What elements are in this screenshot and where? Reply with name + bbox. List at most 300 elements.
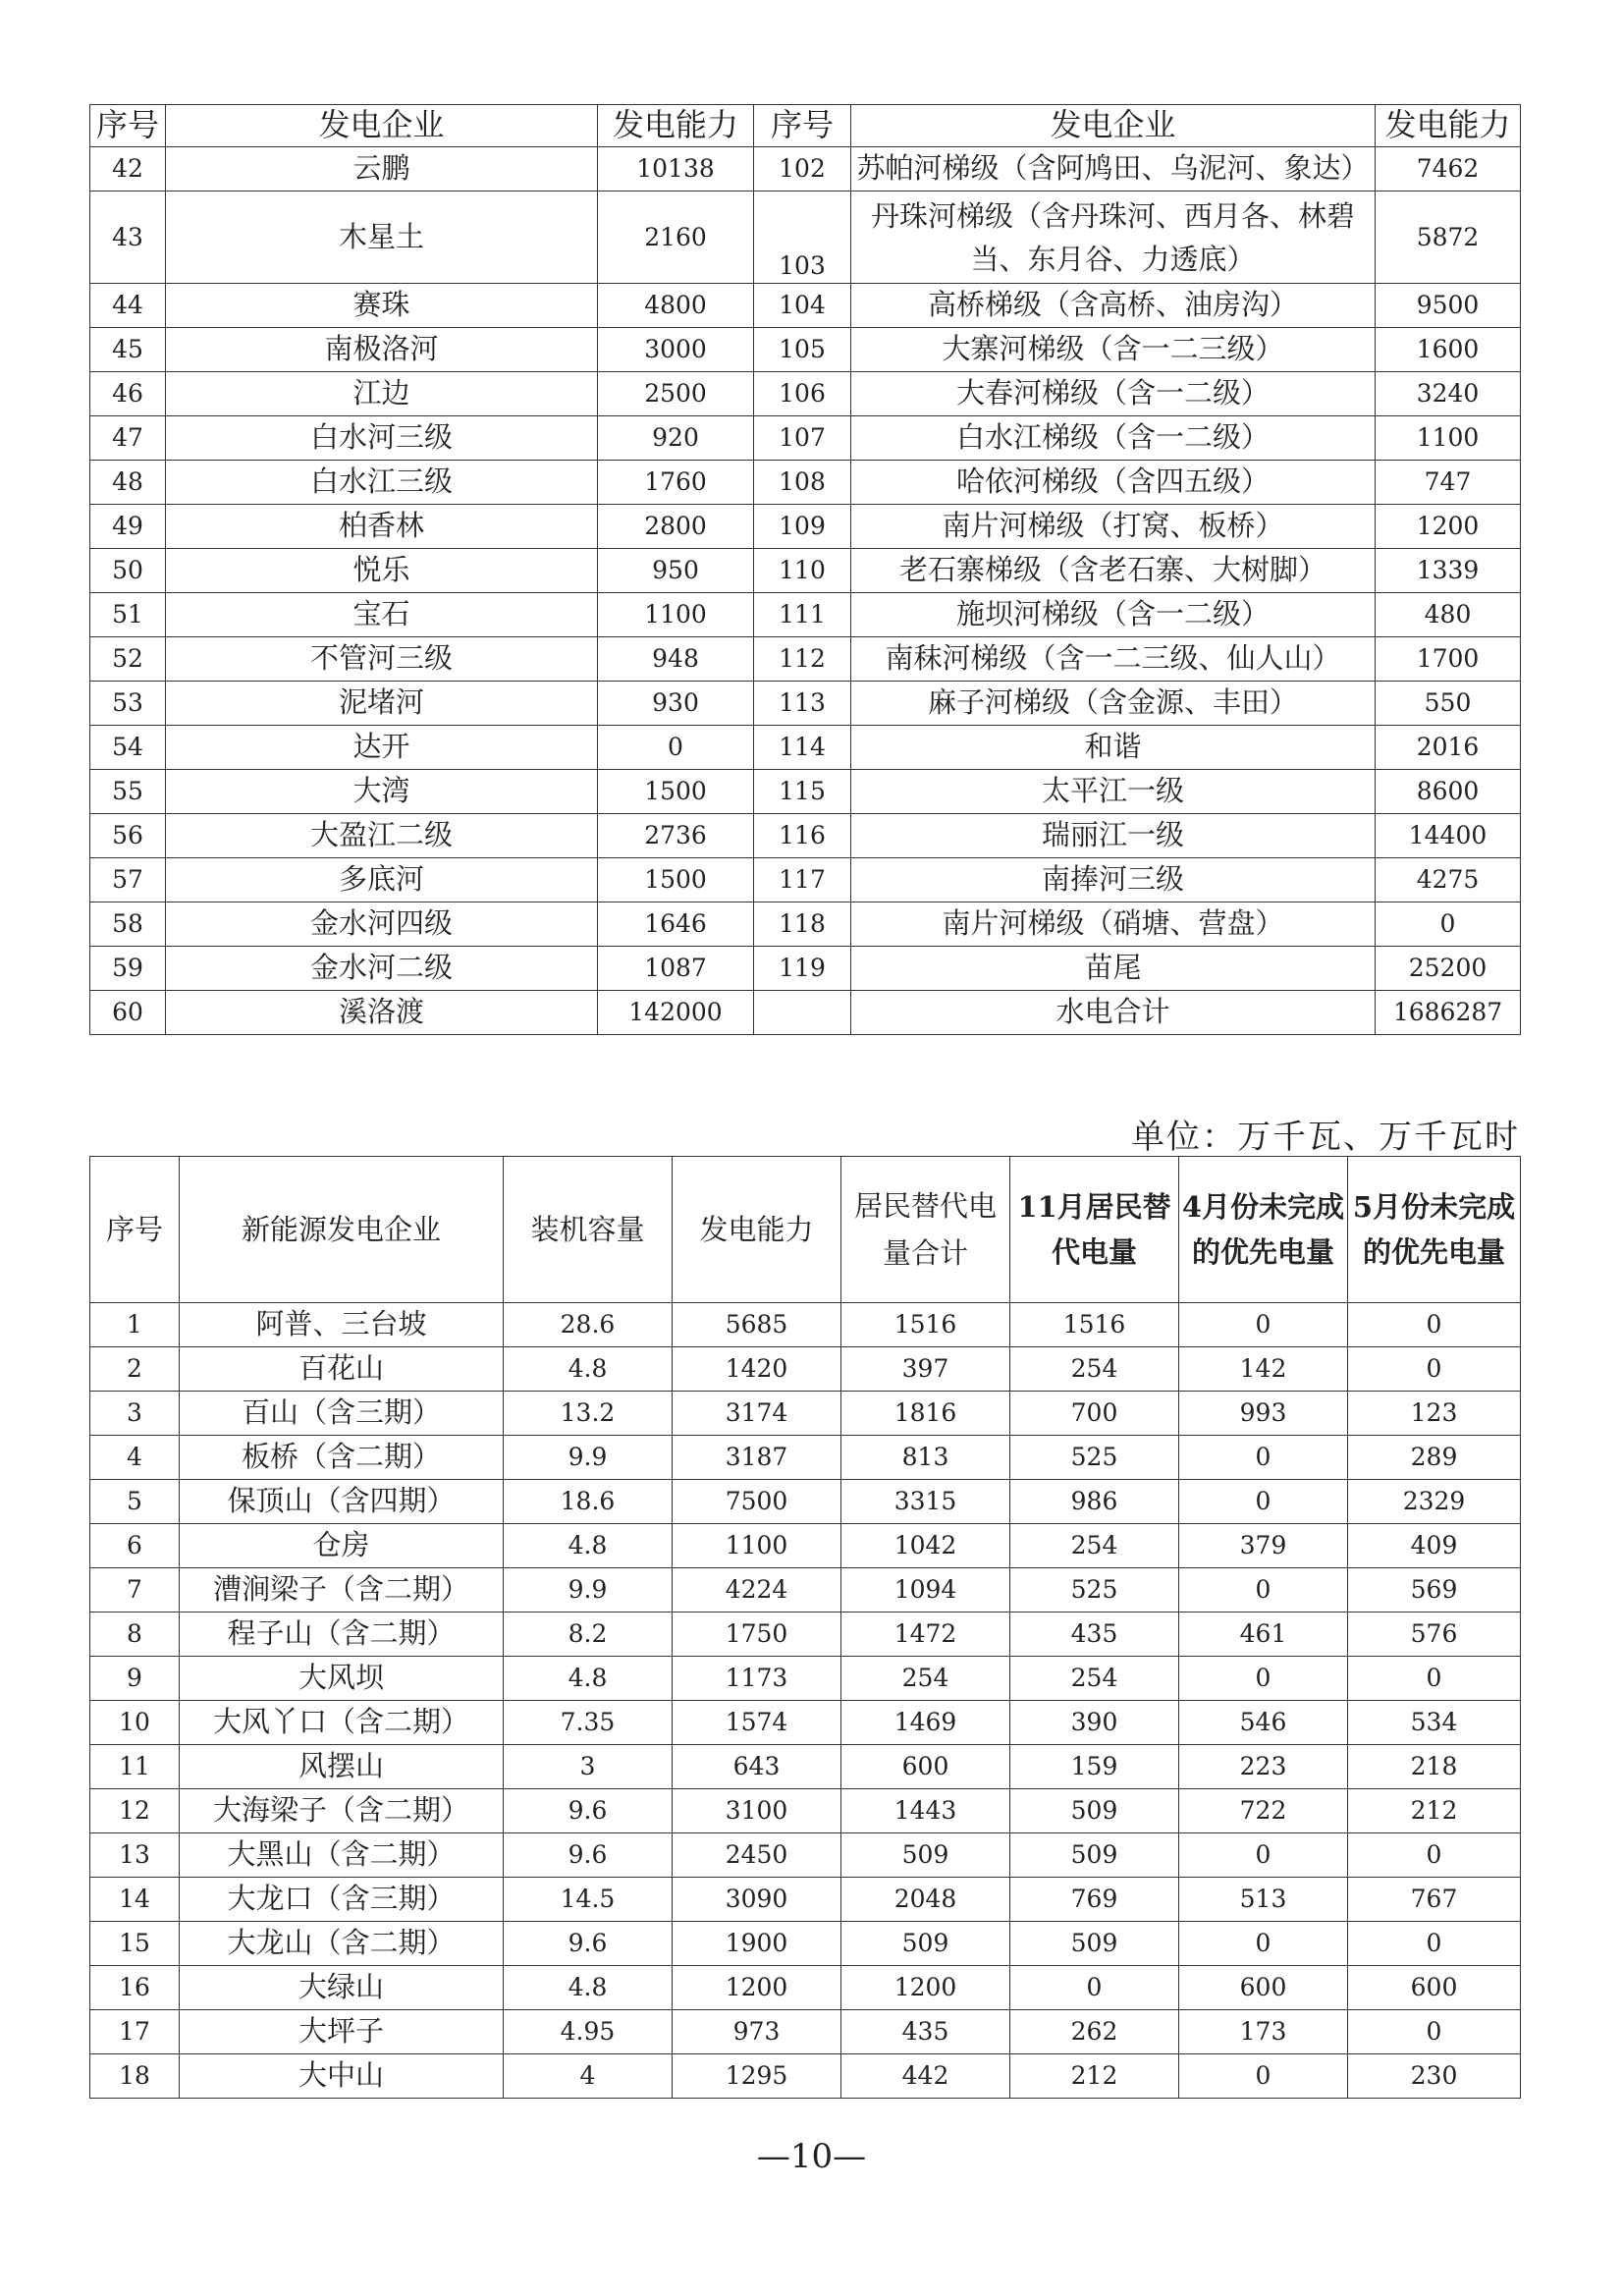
table-row: [90, 1922, 1521, 1966]
column-header-seq: 序号: [90, 105, 166, 147]
table-row: [90, 328, 1521, 372]
seq2-cell: 107: [754, 416, 851, 461]
seq-cell: 59: [90, 947, 166, 991]
company-cell: 大盈江二级: [166, 814, 598, 858]
capacity-cell: 4800: [598, 284, 754, 328]
table-row: [90, 1613, 1521, 1657]
apr-priority-cell: 0: [1179, 1568, 1348, 1613]
page-number: —10—: [756, 2137, 867, 2176]
nov-resident-cell: 390: [1010, 1701, 1179, 1745]
seq-cell: 2: [90, 1347, 180, 1392]
capacity2-cell: 480: [1376, 593, 1521, 637]
company-cell: 柏香林: [166, 505, 598, 549]
capacity-cell: 10138: [598, 147, 754, 191]
seq-cell: 14: [90, 1878, 180, 1922]
capacity2-cell: 1700: [1376, 637, 1521, 682]
apr-priority-cell: 379: [1179, 1524, 1348, 1568]
capacity-cell: 1100: [673, 1524, 841, 1568]
capacity-cell: 2500: [598, 372, 754, 416]
table-row: [90, 593, 1521, 637]
seq-cell: 57: [90, 858, 166, 902]
resident-total-cell: 254: [841, 1657, 1010, 1701]
table-row: [90, 1789, 1521, 1833]
capacity2-cell: 747: [1376, 461, 1521, 505]
nov-resident-cell: 509: [1010, 1833, 1179, 1878]
table-row: [90, 726, 1521, 770]
seq-cell: 45: [90, 328, 166, 372]
seq-cell: 58: [90, 902, 166, 947]
capacity-cell: 7500: [673, 1480, 841, 1524]
apr-priority-cell: 0: [1179, 1480, 1348, 1524]
capacity2-cell: 1339: [1376, 549, 1521, 593]
seq-cell: 4: [90, 1436, 180, 1480]
seq2-cell: 115: [754, 770, 851, 814]
capacity-cell: 3090: [673, 1878, 841, 1922]
company-cell: 大坪子: [180, 2010, 504, 2054]
column-header-capacity: 发电能力: [673, 1157, 841, 1303]
apr-priority-cell: 0: [1179, 1657, 1348, 1701]
company2-cell: 施坝河梯级（含一二级）: [851, 593, 1376, 637]
seq-cell: 60: [90, 991, 166, 1035]
installed-cell: 4.8: [504, 1657, 673, 1701]
seq-cell: 1: [90, 1303, 180, 1347]
seq2-cell: 113: [754, 682, 851, 726]
capacity-cell: 2736: [598, 814, 754, 858]
installed-cell: 13.2: [504, 1392, 673, 1436]
table-row: [90, 814, 1521, 858]
table-row: [90, 902, 1521, 947]
table-row: [90, 1303, 1521, 1347]
company-cell: 板桥（含二期）: [180, 1436, 504, 1480]
unit-note: 单位：万千瓦、万千瓦时: [1131, 1118, 1520, 1157]
company-cell: 大龙山（含二期）: [180, 1922, 504, 1966]
company-cell: 白水河三级: [166, 416, 598, 461]
capacity-cell: 0: [598, 726, 754, 770]
resident-total-cell: 1443: [841, 1789, 1010, 1833]
may-priority-cell: 569: [1348, 1568, 1521, 1613]
column-header-nov-resident: 11月居民替代电量: [1010, 1157, 1179, 1303]
column-header-capacity: 发电能力: [598, 105, 754, 147]
apr-priority-cell: 513: [1179, 1878, 1348, 1922]
table-row: [90, 1966, 1521, 2010]
nov-resident-cell: 509: [1010, 1922, 1179, 1966]
company2-cell: 和谐: [851, 726, 1376, 770]
table-row: [90, 1833, 1521, 1878]
column-header-seq: 序号: [90, 1157, 180, 1303]
apr-priority-cell: 600: [1179, 1966, 1348, 2010]
column-header-company: 新能源发电企业: [180, 1157, 504, 1303]
company2-cell: 大春河梯级（含一二级）: [851, 372, 1376, 416]
seq-cell: 54: [90, 726, 166, 770]
table-row: [90, 682, 1521, 726]
company-cell: 云鹏: [166, 147, 598, 191]
company-cell: 达开: [166, 726, 598, 770]
table-row: [90, 1701, 1521, 1745]
company-cell: 大风坝: [180, 1657, 504, 1701]
table-row: [90, 1524, 1521, 1568]
may-priority-cell: 0: [1348, 1833, 1521, 1878]
apr-priority-cell: 722: [1179, 1789, 1348, 1833]
table-row: [90, 372, 1521, 416]
nov-resident-cell: 525: [1010, 1568, 1179, 1613]
installed-cell: 9.9: [504, 1568, 673, 1613]
company-cell: 程子山（含二期）: [180, 1613, 504, 1657]
table-row: [90, 1392, 1521, 1436]
capacity2-cell: 8600: [1376, 770, 1521, 814]
seq-cell: 7: [90, 1568, 180, 1613]
column-header-resident-total: 居民替代电量合计: [841, 1157, 1010, 1303]
seq-cell: 43: [90, 191, 166, 284]
company-cell: 悦乐: [166, 549, 598, 593]
table-row: [90, 2054, 1521, 2099]
company-cell: 仓房: [180, 1524, 504, 1568]
installed-cell: 3: [504, 1745, 673, 1789]
resident-total-cell: 1469: [841, 1701, 1010, 1745]
seq2-cell: 108: [754, 461, 851, 505]
table-row: [90, 858, 1521, 902]
company-cell: 白水江三级: [166, 461, 598, 505]
company2-cell: 高桥梯级（含高桥、油房沟）: [851, 284, 1376, 328]
capacity-cell: 1646: [598, 902, 754, 947]
apr-priority-cell: 546: [1179, 1701, 1348, 1745]
resident-total-cell: 3315: [841, 1480, 1010, 1524]
company-cell: 江边: [166, 372, 598, 416]
seq-cell: 50: [90, 549, 166, 593]
capacity2-cell: 2016: [1376, 726, 1521, 770]
seq2-cell: 104: [754, 284, 851, 328]
capacity-cell: 142000: [598, 991, 754, 1035]
column-header-capacity-2: 发电能力: [1376, 105, 1521, 147]
company-cell: 赛珠: [166, 284, 598, 328]
apr-priority-cell: 0: [1179, 2054, 1348, 2099]
company2-cell: 南捧河三级: [851, 858, 1376, 902]
installed-cell: 9.6: [504, 1833, 673, 1878]
resident-total-cell: 1816: [841, 1392, 1010, 1436]
seq-cell: 6: [90, 1524, 180, 1568]
table-row: [90, 947, 1521, 991]
capacity-cell: 1100: [598, 593, 754, 637]
table-row: [90, 991, 1521, 1035]
apr-priority-cell: 223: [1179, 1745, 1348, 1789]
installed-cell: 9.6: [504, 1922, 673, 1966]
installed-cell: 7.35: [504, 1701, 673, 1745]
capacity-cell: 4224: [673, 1568, 841, 1613]
company2-cell: 麻子河梯级（含金源、丰田）: [851, 682, 1376, 726]
company2-cell: 南秣河梯级（含一二三级、仙人山）: [851, 637, 1376, 682]
company-cell: 金水河四级: [166, 902, 598, 947]
seq2-cell: 109: [754, 505, 851, 549]
company-cell: 南极洛河: [166, 328, 598, 372]
table-row: [90, 191, 1521, 284]
resident-total-cell: 509: [841, 1833, 1010, 1878]
seq-cell: 42: [90, 147, 166, 191]
seq-cell: 48: [90, 461, 166, 505]
nov-resident-cell: 986: [1010, 1480, 1179, 1524]
column-header-company: 发电企业: [166, 105, 598, 147]
table-row: [90, 505, 1521, 549]
company-cell: 大风丫口（含二期）: [180, 1701, 504, 1745]
company2-cell: 水电合计: [851, 991, 1376, 1035]
capacity2-cell: 7462: [1376, 147, 1521, 191]
resident-total-cell: 1094: [841, 1568, 1010, 1613]
may-priority-cell: 123: [1348, 1392, 1521, 1436]
company2-cell: 丹珠河梯级（含丹珠河、西月各、林碧当、东月谷、力透底）: [851, 191, 1376, 284]
table-row: [90, 1436, 1521, 1480]
capacity-cell: 643: [673, 1745, 841, 1789]
seq-cell: 8: [90, 1613, 180, 1657]
capacity-cell: 1900: [673, 1922, 841, 1966]
company-cell: 大绿山: [180, 1966, 504, 2010]
installed-cell: 4.8: [504, 1966, 673, 2010]
table-row: [90, 1657, 1521, 1701]
seq-cell: 56: [90, 814, 166, 858]
resident-total-cell: 509: [841, 1922, 1010, 1966]
company-cell: 金水河二级: [166, 947, 598, 991]
company-cell: 漕涧梁子（含二期）: [180, 1568, 504, 1613]
capacity-cell: 1200: [673, 1966, 841, 2010]
seq-cell: 10: [90, 1701, 180, 1745]
table-row: [90, 1568, 1521, 1613]
capacity-cell: 1295: [673, 2054, 841, 2099]
nov-resident-cell: 769: [1010, 1878, 1179, 1922]
seq-cell: 15: [90, 1922, 180, 1966]
capacity-cell: 1500: [598, 858, 754, 902]
may-priority-cell: 289: [1348, 1436, 1521, 1480]
table-row: [90, 1745, 1521, 1789]
capacity-cell: 1750: [673, 1613, 841, 1657]
new-energy-table: [89, 1156, 1521, 2099]
table-row: [90, 284, 1521, 328]
installed-cell: 9.6: [504, 1789, 673, 1833]
seq-cell: 55: [90, 770, 166, 814]
seq-cell: 11: [90, 1745, 180, 1789]
capacity2-cell: 1200: [1376, 505, 1521, 549]
nov-resident-cell: 262: [1010, 2010, 1179, 2054]
table-row: [90, 147, 1521, 191]
capacity-cell: 1500: [598, 770, 754, 814]
installed-cell: 4.8: [504, 1524, 673, 1568]
resident-total-cell: 397: [841, 1347, 1010, 1392]
resident-total-cell: 2048: [841, 1878, 1010, 1922]
seq2-cell: 112: [754, 637, 851, 682]
capacity-cell: 1574: [673, 1701, 841, 1745]
apr-priority-cell: 0: [1179, 1922, 1348, 1966]
seq-cell: 52: [90, 637, 166, 682]
resident-total-cell: 442: [841, 2054, 1010, 2099]
table-row: [90, 461, 1521, 505]
nov-resident-cell: 0: [1010, 1966, 1179, 2010]
company-cell: 泥堵河: [166, 682, 598, 726]
company2-cell: 老石寨梯级（含老石寨、大树脚）: [851, 549, 1376, 593]
company2-cell: 苏帕河梯级（含阿鸠田、乌泥河、象达）: [851, 147, 1376, 191]
seq-cell: 53: [90, 682, 166, 726]
column-header-installed: 装机容量: [504, 1157, 673, 1303]
capacity-cell: 2800: [598, 505, 754, 549]
table-header-row: [90, 105, 1521, 147]
installed-cell: 9.9: [504, 1436, 673, 1480]
seq-cell: 12: [90, 1789, 180, 1833]
column-header-company-2: 发电企业: [851, 105, 1376, 147]
nov-resident-cell: 509: [1010, 1789, 1179, 1833]
seq2-cell: 105: [754, 328, 851, 372]
capacity2-cell: 9500: [1376, 284, 1521, 328]
company-cell: 百山（含三期）: [180, 1392, 504, 1436]
apr-priority-cell: 461: [1179, 1613, 1348, 1657]
seq2-cell: [754, 991, 851, 1035]
installed-cell: 4: [504, 2054, 673, 2099]
apr-priority-cell: 993: [1179, 1392, 1348, 1436]
capacity-cell: 973: [673, 2010, 841, 2054]
resident-total-cell: 435: [841, 2010, 1010, 2054]
seq-cell: 13: [90, 1833, 180, 1878]
nov-resident-cell: 254: [1010, 1524, 1179, 1568]
table-row: [90, 637, 1521, 682]
capacity-cell: 950: [598, 549, 754, 593]
capacity-cell: 948: [598, 637, 754, 682]
seq2-cell: 118: [754, 902, 851, 947]
may-priority-cell: 409: [1348, 1524, 1521, 1568]
company-cell: 溪洛渡: [166, 991, 598, 1035]
column-header-seq-2: 序号: [754, 105, 851, 147]
company-cell: 风摆山: [180, 1745, 504, 1789]
seq2-cell: 103: [754, 191, 851, 284]
capacity-cell: 1173: [673, 1657, 841, 1701]
company-cell: 大中山: [180, 2054, 504, 2099]
capacity-cell: 2450: [673, 1833, 841, 1878]
seq-cell: 9: [90, 1657, 180, 1701]
nov-resident-cell: 700: [1010, 1392, 1179, 1436]
nov-resident-cell: 1516: [1010, 1303, 1179, 1347]
company-cell: 百花山: [180, 1347, 504, 1392]
may-priority-cell: 2329: [1348, 1480, 1521, 1524]
capacity-cell: 920: [598, 416, 754, 461]
table-row: [90, 1878, 1521, 1922]
capacity-cell: 3187: [673, 1436, 841, 1480]
nov-resident-cell: 254: [1010, 1347, 1179, 1392]
company-cell: 保顶山（含四期）: [180, 1480, 504, 1524]
seq-cell: 49: [90, 505, 166, 549]
seq-cell: 46: [90, 372, 166, 416]
apr-priority-cell: 173: [1179, 2010, 1348, 2054]
company2-cell: 瑞丽江一级: [851, 814, 1376, 858]
nov-resident-cell: 525: [1010, 1436, 1179, 1480]
capacity2-cell: 0: [1376, 902, 1521, 947]
may-priority-cell: 0: [1348, 1303, 1521, 1347]
seq2-cell: 110: [754, 549, 851, 593]
resident-total-cell: 1042: [841, 1524, 1010, 1568]
apr-priority-cell: 0: [1179, 1303, 1348, 1347]
apr-priority-cell: 0: [1179, 1436, 1348, 1480]
seq-cell: 17: [90, 2010, 180, 2054]
installed-cell: 28.6: [504, 1303, 673, 1347]
table-row: [90, 770, 1521, 814]
may-priority-cell: 0: [1348, 1657, 1521, 1701]
capacity-cell: 3100: [673, 1789, 841, 1833]
company2-cell: 白水江梯级（含一二级）: [851, 416, 1376, 461]
resident-total-cell: 1200: [841, 1966, 1010, 2010]
capacity-cell: 1087: [598, 947, 754, 991]
capacity-cell: 1420: [673, 1347, 841, 1392]
capacity2-cell: 3240: [1376, 372, 1521, 416]
company-cell: 木星土: [166, 191, 598, 284]
company2-cell: 太平江一级: [851, 770, 1376, 814]
may-priority-cell: 576: [1348, 1613, 1521, 1657]
company-cell: 大海梁子（含二期）: [180, 1789, 504, 1833]
company2-cell: 南片河梯级（硝塘、营盘）: [851, 902, 1376, 947]
company-cell: 大龙口（含三期）: [180, 1878, 504, 1922]
nov-resident-cell: 435: [1010, 1613, 1179, 1657]
resident-total-cell: 1516: [841, 1303, 1010, 1347]
installed-cell: 4.95: [504, 2010, 673, 2054]
seq-cell: 51: [90, 593, 166, 637]
capacity-cell: 1760: [598, 461, 754, 505]
seq2-cell: 102: [754, 147, 851, 191]
capacity2-cell: 14400: [1376, 814, 1521, 858]
may-priority-cell: 534: [1348, 1701, 1521, 1745]
may-priority-cell: 0: [1348, 1922, 1521, 1966]
capacity-cell: 3000: [598, 328, 754, 372]
capacity2-cell: 550: [1376, 682, 1521, 726]
company2-cell: 哈依河梯级（含四五级）: [851, 461, 1376, 505]
capacity-cell: 2160: [598, 191, 754, 284]
table-row: [90, 1480, 1521, 1524]
capacity2-cell: 1686287: [1376, 991, 1521, 1035]
capacity-cell: 5685: [673, 1303, 841, 1347]
company-cell: 大黑山（含二期）: [180, 1833, 504, 1878]
installed-cell: 18.6: [504, 1480, 673, 1524]
seq-cell: 18: [90, 2054, 180, 2099]
resident-total-cell: 600: [841, 1745, 1010, 1789]
capacity-cell: 3174: [673, 1392, 841, 1436]
table-header-row: [90, 1157, 1521, 1303]
capacity2-cell: 1100: [1376, 416, 1521, 461]
may-priority-cell: 600: [1348, 1966, 1521, 2010]
seq2-cell: 106: [754, 372, 851, 416]
hydro-capacity-table: [89, 104, 1521, 1035]
capacity2-cell: 25200: [1376, 947, 1521, 991]
resident-total-cell: 1472: [841, 1613, 1010, 1657]
seq-cell: 44: [90, 284, 166, 328]
may-priority-cell: 0: [1348, 2010, 1521, 2054]
seq-cell: 5: [90, 1480, 180, 1524]
seq-cell: 3: [90, 1392, 180, 1436]
capacity-cell: 930: [598, 682, 754, 726]
seq2-cell: 119: [754, 947, 851, 991]
may-priority-cell: 218: [1348, 1745, 1521, 1789]
installed-cell: 14.5: [504, 1878, 673, 1922]
nov-resident-cell: 212: [1010, 2054, 1179, 2099]
resident-total-cell: 813: [841, 1436, 1010, 1480]
company2-cell: 苗尾: [851, 947, 1376, 991]
may-priority-cell: 0: [1348, 1347, 1521, 1392]
company-cell: 宝石: [166, 593, 598, 637]
company-cell: 不管河三级: [166, 637, 598, 682]
company-cell: 大湾: [166, 770, 598, 814]
table-row: [90, 2010, 1521, 2054]
nov-resident-cell: 254: [1010, 1657, 1179, 1701]
seq2-cell: 116: [754, 814, 851, 858]
may-priority-cell: 212: [1348, 1789, 1521, 1833]
apr-priority-cell: 0: [1179, 1833, 1348, 1878]
seq2-cell: 117: [754, 858, 851, 902]
table-row: [90, 1347, 1521, 1392]
capacity2-cell: 4275: [1376, 858, 1521, 902]
company-cell: 阿普、三台坡: [180, 1303, 504, 1347]
capacity2-cell: 5872: [1376, 191, 1521, 284]
column-header-may-priority: 5月份未完成的优先电量: [1348, 1157, 1521, 1303]
column-header-apr-priority: 4月份未完成的优先电量: [1179, 1157, 1348, 1303]
apr-priority-cell: 142: [1179, 1347, 1348, 1392]
